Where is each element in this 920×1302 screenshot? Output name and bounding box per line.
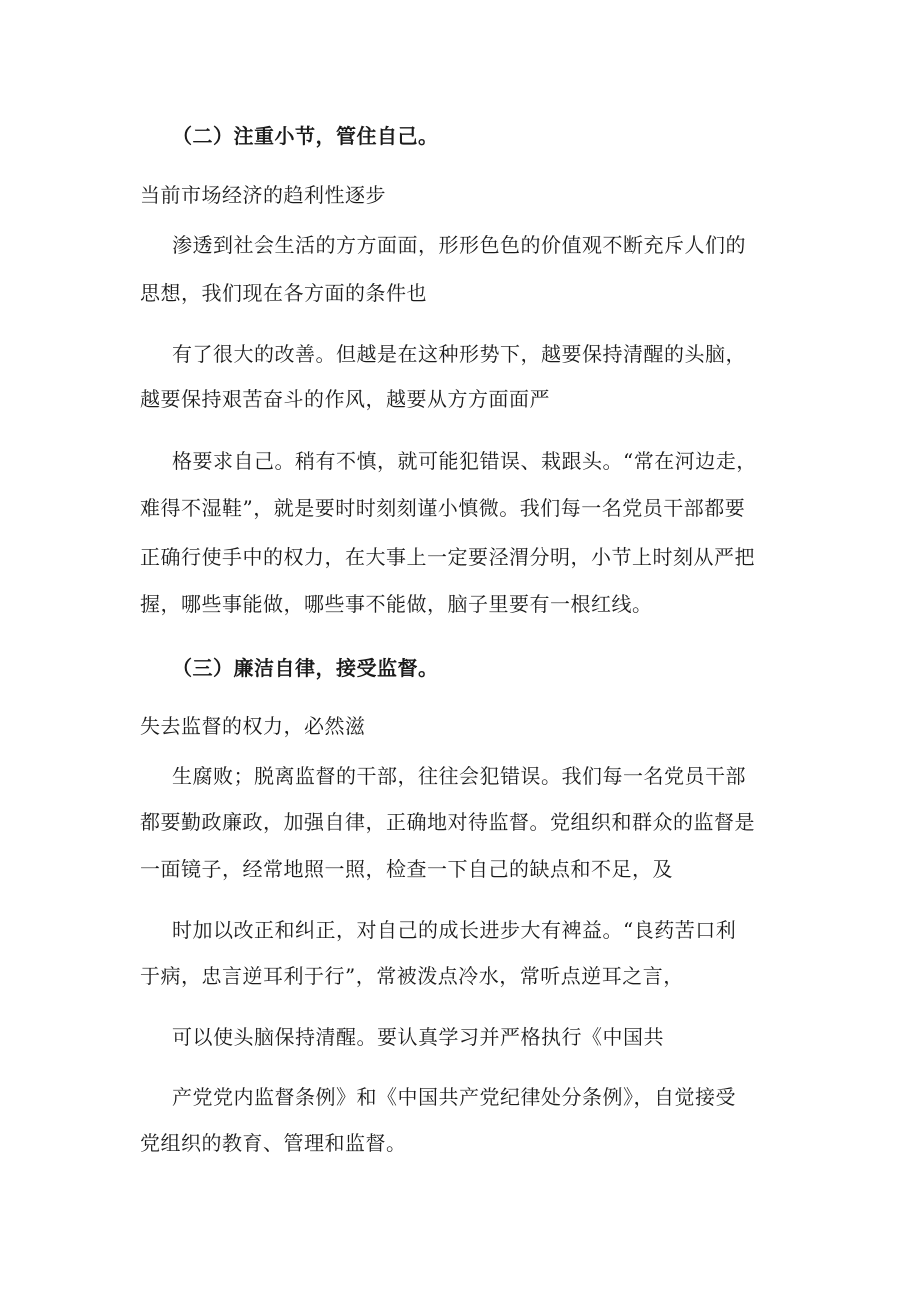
section-heading-3: （三）廉洁自律，接受监督。 bbox=[172, 656, 439, 680]
paragraph-line: 有了很大的改善。但越是在这种形势下，越要保持清醒的头脑， bbox=[172, 342, 746, 366]
paragraph-line: 失去监督的权力，必然滋 bbox=[140, 714, 366, 738]
paragraph-line: 生腐败；脱离监督的干部，往往会犯错误。我们每一名党员干部 bbox=[172, 764, 746, 788]
paragraph-line: 于病，忠言逆耳利于行”，常被泼点冷水，常听点逆耳之言， bbox=[140, 964, 684, 988]
section-heading-2: （二）注重小节，管住自己。 bbox=[172, 124, 439, 148]
paragraph-line: 可以使头脑保持清醒。要认真学习并严格执行《中国共 bbox=[172, 1025, 664, 1049]
paragraph-line: 越要保持艰苦奋斗的作风，越要从方方面面严 bbox=[140, 387, 550, 411]
paragraph-line: 渗透到社会生活的方方面面，形形色色的价值观不断充斥人们的 bbox=[172, 233, 746, 257]
paragraph-line: 格要求自己。稍有不慎，就可能犯错误、栽跟头。“常在河边走， bbox=[172, 449, 757, 473]
paragraph-line: 难得不湿鞋”，就是要时时刻刻谨小慎微。我们每一名党员干部都要 bbox=[140, 496, 746, 520]
paragraph-line: 都要勤政廉政，加强自律，正确地对待监督。党组织和群众的监督是 bbox=[140, 810, 755, 834]
paragraph-line: 思想，我们现在各方面的条件也 bbox=[140, 281, 427, 305]
paragraph-line: 产党党内监督条例》和《中国共产党纪律处分条例》，自觉接受 bbox=[172, 1085, 736, 1109]
paragraph-line: 党组织的教育、管理和监督。 bbox=[140, 1131, 407, 1155]
paragraph-line: 一面镜子，经常地照一照，检查一下自己的缺点和不足，及 bbox=[140, 857, 673, 881]
paragraph-line: 当前市场经济的趋利性逐步 bbox=[140, 183, 386, 207]
paragraph-line: 时加以改正和纠正，对自己的成长进步大有裨益。“良药苦口利 bbox=[172, 918, 737, 942]
paragraph-line: 正确行使手中的权力，在大事上一定要泾渭分明，小节上时刻从严把 bbox=[140, 545, 755, 569]
paragraph-line: 握，哪些事能做，哪些事不能做，脑子里要有一根红线。 bbox=[140, 592, 653, 616]
